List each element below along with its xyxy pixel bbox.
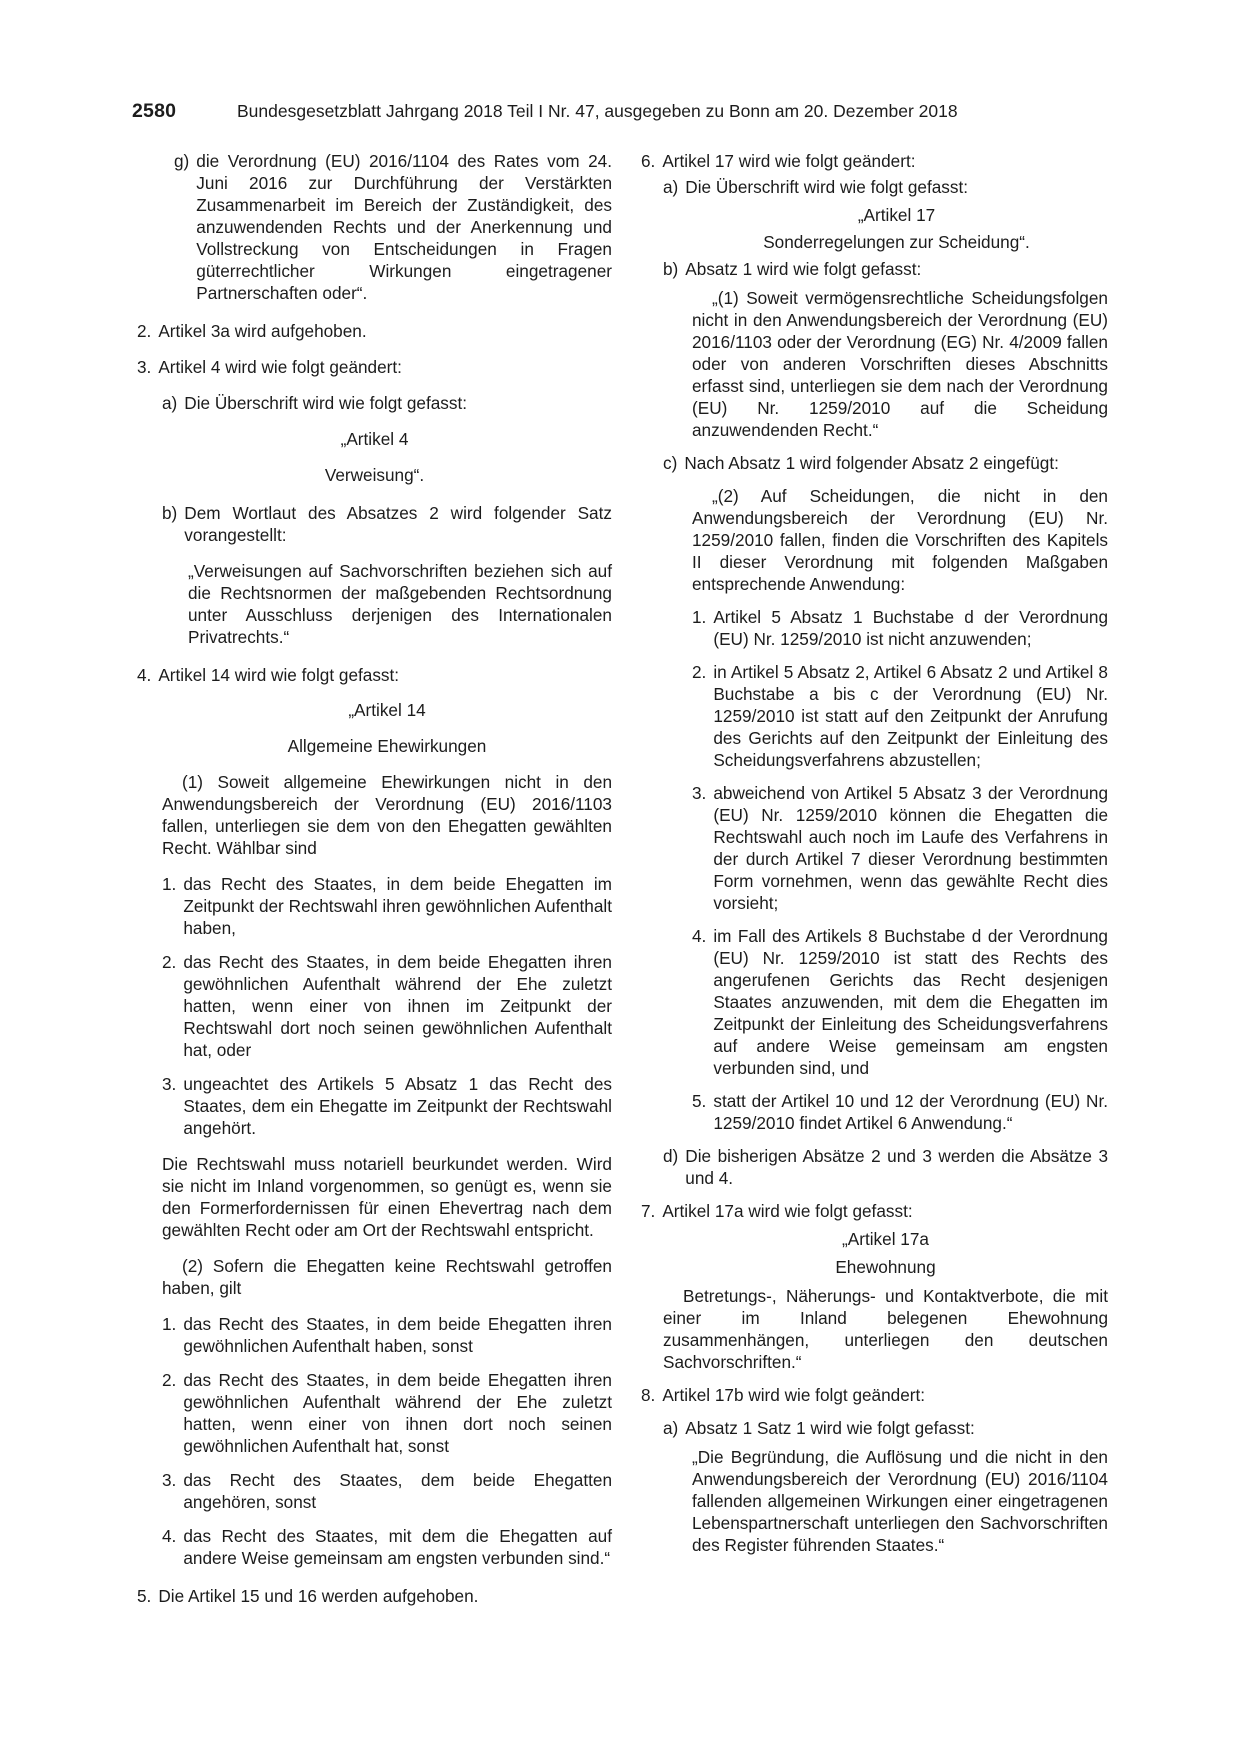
item-marker: 5. [137,1586,152,1606]
item-marker: 2. [162,1370,177,1390]
item-marker: 2. [162,952,177,972]
list-item [692,782,1108,914]
item-text: Nach Absatz 1 wird folgender Absatz 2 eingefügt: [684,453,1059,473]
item-marker: 1. [692,607,707,627]
left-column [137,150,612,1607]
page-number: 2580 [132,100,177,122]
item-text: in Artikel 5 Absatz 2, Artikel 6 Absatz 2 und Artikel 8 Buchstabe a bis c der Verordnung (EU) Nr. 1259/2010 ist statt auf den Zeitpunkt der Anrufung des Gerichts auf den Zeitpunkt der Einleitung des Scheidungsverfahrens abzustellen; [713,662,1108,770]
item-marker: d) [663,1146,679,1166]
right-column [641,150,1108,1556]
item-marker: 7. [641,1201,656,1221]
item-3 [137,356,612,378]
item-text: Dem Wortlaut des Absatzes 2 wird folgender Satz vorangestellt: [184,503,612,545]
item-text: Die Überschrift wird wie folgt gefasst: [685,177,969,197]
item-marker: 1. [162,874,177,894]
paragraph-1-list [162,873,612,1139]
new-paragraph-2-list [692,606,1108,1134]
item-5 [137,1585,612,1607]
item-marker: 2. [137,321,152,341]
item-text: Artikel 14 wird wie folgt gefasst: [158,665,400,685]
article-17-subtitle: Sonderregelungen zur Scheidung“. [763,232,1030,252]
item-text: das Recht des Staates, in dem beide Ehegatten ihren gewöhnlichen Aufenthalt während der Ehe zuletzt hatten, wenn einer von ihnen im Zeitpunkt der Rechtswahl dort noch seinen gewöhnlichen Aufenthalt hat, oder [183,952,612,1060]
item-g [174,150,612,304]
item-text: das Recht des Staates, mit dem die Ehegatten auf andere Weise gemeinsam am engsten verbunden sind.“ [183,1526,612,1568]
article-17a-subtitle: Ehewohnung [835,1257,936,1277]
item-6 [641,150,1108,172]
item-marker: a) [162,393,178,413]
article-14-subtitle: Allgemeine Ehewirkungen [287,736,487,756]
item-text: das Recht des Staates, in dem beide Ehegatten ihren gewöhnlichen Aufenthalt während der Ehe zuletzt hatten, wenn einer von ihnen dort noch seinen gewöhnlichen Aufenthalt hat, sonst [183,1370,612,1456]
item-7 [641,1200,1108,1222]
item-marker: 3. [162,1470,177,1490]
item-marker: 4. [692,926,707,946]
list-item [162,1525,612,1569]
running-header: Bundesgesetzblatt Jahrgang 2018 Teil I Nr. 47, ausgegeben zu Bonn am 20. Dezember 2018 [237,101,958,121]
item-text: statt der Artikel 10 und 12 der Verordnung (EU) Nr. 1259/2010 findet Artikel 6 Anwendung.“ [713,1091,1108,1133]
item-marker: 3. [162,1074,177,1094]
item-4 [137,664,612,686]
item-marker: g) [174,151,190,171]
item-marker: b) [162,503,178,523]
article-14-paragraph-2: (2) Sofern die Ehegatten keine Rechtswahl getroffen haben, gilt [162,1256,612,1298]
item-text: das Recht des Staates, dem beide Ehegatten angehören, sonst [183,1470,612,1512]
item-text: das Recht des Staates, in dem beide Ehegatten ihren gewöhnlichen Aufenthalt haben, sonst [183,1314,612,1356]
item-marker: 4. [137,665,152,685]
list-item [692,661,1108,771]
article-17a-title: „Artikel 17a [842,1229,929,1249]
item-text: Absatz 1 Satz 1 wird wie folgt gefasst: [685,1418,975,1438]
item-text: Artikel 17a wird wie folgt gefasst: [662,1201,913,1221]
item-marker: 6. [641,151,656,171]
item-marker: c) [663,453,678,473]
item-8a [663,1417,1108,1439]
item-marker: 3. [692,783,707,803]
list-item [692,925,1108,1079]
item-text: Artikel 4 wird wie folgt geändert: [158,357,402,377]
item-marker: 4. [162,1526,177,1546]
item-text: Die Überschrift wird wie folgt gefasst: [184,393,468,413]
article-4-subtitle: Verweisung“. [324,465,425,485]
article-14-form-requirement: Die Rechtswahl muss notariell beurkundet werden. Wird sie nicht im Inland vorgenommen, so genügt es, wenn sie den Formerfordernissen für einen Ehevertrag nach dem gewählten Recht oder am Ort der Rechtswahl entspricht. [162,1154,612,1240]
article-17a-body: Betretungs-, Näherungs- und Kontaktverbote, die mit einer im Inland belegenen Ehewohnung zusammenhängen, unterliegen den deutschen Sachvorschriften.“ [663,1286,1108,1372]
list-item [162,1469,612,1513]
list-item [692,1090,1108,1134]
item-6b-quote: „(1) Soweit vermögensrechtliche Scheidungsfolgen nicht in den Anwendungsbereich der Verordnung (EU) 2016/1103 oder der Verordnung (EG) Nr. 4/2009 fallen oder von anderen Vorschriften dieses Abschnitts erfasst sind, unterliegen sie dem nach der Verordnung (EU) Nr. 1259/2010 auf die Scheidung anzuwendenden Recht.“ [692,288,1108,440]
item-3b [162,502,612,546]
item-text: Artikel 3a wird aufgehoben. [158,321,367,341]
item-text: abweichend von Artikel 5 Absatz 3 der Verordnung (EU) Nr. 1259/2010 können die Ehegatten die Rechtswahl auch noch im Laufe des Verfahrens in der durch Artikel 7 dieser Verordnung bestimmten Form vornehmen, wenn das gewählte Recht dies vorsieht; [713,783,1108,913]
item-8a-quote: „Die Begründung, die Auflösung und die nicht in den Anwendungsbereich der Verordnung (EU) 2016/1104 fallenden allgemeinen Wirkungen einer eingetragenen Lebenspartnerschaft unterliegen den Sachvorschriften des Register führenden Staates.“ [692,1447,1108,1555]
item-text: Die Artikel 15 und 16 werden aufgehoben. [158,1586,479,1606]
article-14-title: „Artikel 14 [348,700,426,720]
item-marker: 8. [641,1385,656,1405]
item-text: im Fall des Artikels 8 Buchstabe d der Verordnung (EU) Nr. 1259/2010 ist statt des Rechts des angerufenen Gerichts das Recht desjenigen Staates anzuwenden, mit dem die Ehegatten im Zeitpunkt der Einleitung des Scheidungsverfahrens auf andere Weise gemeinsam am engsten verbunden sind, und [713,926,1108,1078]
item-text: Artikel 17b wird wie folgt geändert: [662,1385,926,1405]
list-item [162,951,612,1061]
item-text: Absatz 1 wird wie folgt gefasst: [685,259,922,279]
item-3a [162,392,612,414]
item-text: ungeachtet des Artikels 5 Absatz 1 das Recht des Staates, dem ein Ehegatte im Zeitpunkt der Rechtswahl angehört. [183,1074,612,1138]
paragraph-2-list [162,1313,612,1569]
item-text: Die bisherigen Absätze 2 und 3 werden die Absätze 3 und 4. [685,1146,1108,1188]
item-marker: 3. [137,357,152,377]
article-14-paragraph-1: (1) Soweit allgemeine Ehewirkungen nicht in den Anwendungsbereich der Verordnung (EU) 2016/1103 fallen, unterliegen sie dem von den Ehegatten gewählten Recht. Wählbar sind [162,772,612,858]
item-6b [663,258,1108,280]
item-6c [663,452,1108,474]
item-marker: b) [663,259,679,279]
item-text: die Verordnung (EU) 2016/1104 des Rates vom 24. Juni 2016 zur Durchführung der Verstärkten Zusammenarbeit im Bereich der Zuständigkeit, des anzuwendenden Rechts und der Anerkennung und Vollstreckung von Entscheidungen in Fragen güterrechtlicher Wirkungen eingetragener Partnerschaften oder“. [196,151,612,303]
list-item [162,1369,612,1457]
item-marker: 2. [692,662,707,682]
article-4-title: „Artikel 4 [340,429,409,449]
item-3b-quote: „Verweisungen auf Sachvorschriften beziehen sich auf die Rechtsnormen der maßgebenden Rechtsordnung unter Ausschluss derjenigen des Internationalen Privatrechts.“ [188,561,612,647]
item-6d [663,1145,1108,1189]
item-text: das Recht des Staates, in dem beide Ehegatten im Zeitpunkt der Rechtswahl ihren gewöhnlichen Aufenthalt haben, [183,874,612,938]
article-17-title: „Artikel 17 [857,205,936,225]
list-item [692,606,1108,650]
item-marker: 1. [162,1314,177,1334]
item-marker: a) [663,177,679,197]
item-2 [137,320,612,342]
list-item [162,1313,612,1357]
item-6a [663,176,1108,198]
list-item [162,1073,612,1139]
item-marker: a) [663,1418,679,1438]
list-item [162,873,612,939]
item-text: Artikel 5 Absatz 1 Buchstabe d der Verordnung (EU) Nr. 1259/2010 ist nicht anzuwenden; [713,607,1108,649]
item-text: Artikel 17 wird wie folgt geändert: [662,151,916,171]
item-marker: 5. [692,1091,707,1111]
item-6c-quote: „(2) Auf Scheidungen, die nicht in den Anwendungsbereich der Verordnung (EU) Nr. 1259/2010 fallen, finden die Vorschriften des Kapitels II dieser Verordnung mit folgenden Maßgaben entsprechende Anwendung: [692,486,1108,594]
item-8 [641,1384,1108,1406]
